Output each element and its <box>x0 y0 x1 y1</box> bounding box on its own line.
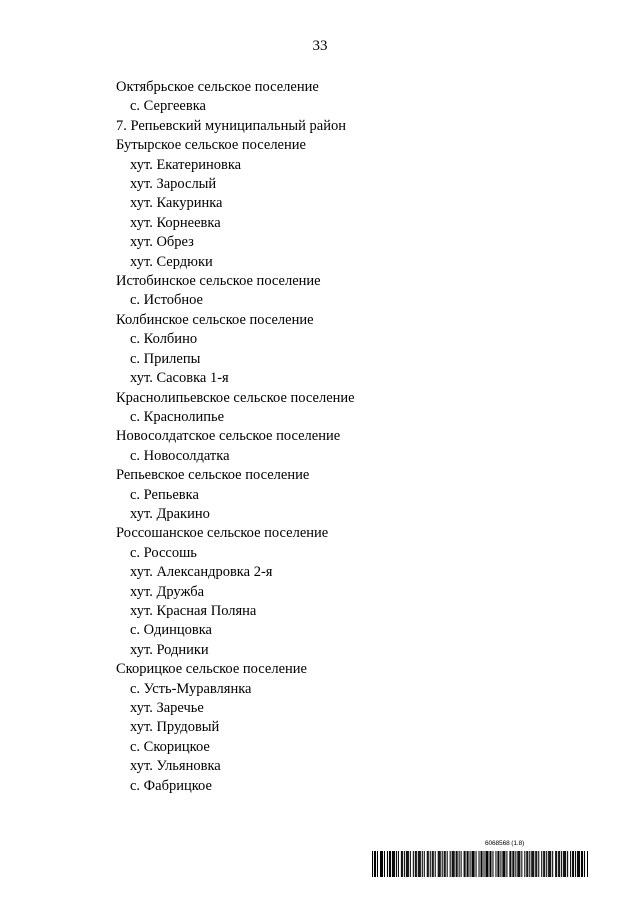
barcode-bar <box>504 851 505 877</box>
barcode-bar <box>456 851 457 877</box>
barcode-bar <box>438 851 439 877</box>
barcode-bar <box>410 851 411 877</box>
barcode-bar <box>476 851 477 877</box>
barcode-bar <box>420 851 421 877</box>
barcode-bar <box>495 851 496 877</box>
settlement-item: с. Репьевка <box>130 486 199 503</box>
barcode-bar <box>467 851 468 877</box>
barcode-bar <box>394 851 395 877</box>
barcode-bar <box>558 851 559 877</box>
settlement-item: хут. Прудовый <box>130 719 220 736</box>
barcode-bar <box>483 851 484 877</box>
barcode-bar <box>468 851 469 877</box>
section-heading: Краснолипьевское сельское поселение <box>116 389 355 406</box>
barcode-bar <box>396 851 397 877</box>
barcode-bar <box>422 851 423 877</box>
barcode-bar <box>387 851 388 877</box>
settlement-item: с. Прилепы <box>130 350 201 367</box>
settlement-item: хут. Зарослый <box>130 176 217 193</box>
barcode-bar <box>506 851 507 877</box>
settlement-item: с. Россошь <box>130 544 197 561</box>
barcode-bar <box>527 851 528 877</box>
section-heading: Новосолдатское сельское поселение <box>116 428 341 445</box>
barcode-bar <box>487 851 488 877</box>
barcode-bar <box>392 851 393 877</box>
barcode-bar <box>572 851 573 877</box>
barcode-bar <box>415 851 416 877</box>
barcode-bar <box>440 851 441 877</box>
barcode-bar <box>550 851 551 877</box>
barcode-bar <box>381 851 382 877</box>
barcode-bar <box>430 851 431 877</box>
barcode-bar <box>561 851 562 877</box>
barcode-bar <box>413 851 414 877</box>
settlement-item: с. Истобное <box>130 292 203 309</box>
barcode-bar <box>532 851 533 877</box>
section-heading: Октябрьское сельское поселение <box>116 79 319 95</box>
barcode-bar <box>564 851 565 877</box>
barcode-bar <box>418 851 419 877</box>
barcode-bar <box>579 851 580 877</box>
barcode-bar <box>374 851 375 877</box>
settlement-item: с. Колбино <box>130 331 198 348</box>
barcode-bar <box>587 851 588 877</box>
barcode-bar <box>380 851 381 877</box>
settlement-item: хут. Дракино <box>130 505 210 522</box>
barcode-bar <box>541 851 542 877</box>
settlement-item: хут. Сердюки <box>130 253 213 270</box>
barcode-bar <box>435 851 436 877</box>
barcode-bar <box>529 851 530 877</box>
barcode-bar <box>513 851 514 877</box>
barcode-bar <box>464 851 465 877</box>
barcode-bar <box>452 851 453 877</box>
barcode-bar <box>535 851 536 877</box>
barcode-bar <box>500 851 501 877</box>
barcode-bar <box>577 851 578 877</box>
barcode-bar <box>582 851 583 877</box>
barcode-bar <box>512 851 513 877</box>
barcode-bar <box>377 851 378 877</box>
section-heading: 7. Репьевский муниципальный район <box>116 117 346 134</box>
barcode-bar <box>578 851 579 877</box>
barcode-bar <box>472 851 473 877</box>
barcode-bar <box>419 851 420 877</box>
settlement-item: с. Новосолдатка <box>130 447 230 464</box>
barcode-bar <box>474 851 475 877</box>
barcode-bar <box>470 851 471 877</box>
barcode-bar <box>428 851 429 877</box>
settlement-item: с. Краснолипье <box>130 408 225 425</box>
barcode-bar <box>521 851 522 877</box>
barcode-bar <box>490 851 491 877</box>
barcode-bar <box>555 851 556 877</box>
barcode-bar <box>497 851 498 877</box>
barcode-bar <box>402 851 403 877</box>
barcode-bar <box>519 851 520 877</box>
barcode-bar <box>492 851 493 877</box>
barcode-bar <box>406 851 407 877</box>
barcode-bar <box>498 851 499 877</box>
settlement-item: с. Усть-Муравлянка <box>130 680 252 697</box>
barcode-bar <box>398 851 399 877</box>
barcode-bar <box>404 851 405 877</box>
barcode-bar <box>575 851 576 877</box>
barcode-bar <box>433 851 434 877</box>
barcode-bar <box>515 851 516 877</box>
barcode-bar <box>536 851 537 877</box>
settlement-item: с. Скорицкое <box>130 738 210 755</box>
barcode-bar <box>524 851 525 877</box>
barcode-bar <box>382 851 383 877</box>
section-heading: Бутырское сельское поселение <box>116 137 306 154</box>
settlement-item: с. Сергеевка <box>130 98 206 115</box>
barcode-bar <box>459 851 460 877</box>
barcode-bar <box>454 851 455 877</box>
barcode-bar <box>570 851 571 877</box>
barcode-bar <box>544 851 545 877</box>
section-heading: Скорицкое сельское поселение <box>116 661 307 678</box>
barcode-bar <box>442 851 443 877</box>
settlement-item: хут. Дружба <box>130 583 205 600</box>
barcode-bar <box>533 851 534 877</box>
barcode-bar <box>480 851 481 877</box>
barcode-bar <box>531 851 532 877</box>
settlement-item: хут. Какуринка <box>130 195 223 212</box>
barcode-bar <box>375 851 376 877</box>
barcode-bar <box>481 851 482 877</box>
barcode-bar <box>465 851 466 877</box>
barcode-bar <box>390 851 391 877</box>
barcode-bar <box>510 851 511 877</box>
settlement-item: хут. Красная Поляна <box>130 602 257 619</box>
barcode-bar <box>489 851 490 877</box>
settlement-item: с. Фабрицкое <box>130 777 212 794</box>
section-heading: Истобинское сельское поселение <box>116 273 321 290</box>
barcode-bar <box>486 851 487 877</box>
settlement-item: хут. Родники <box>130 641 209 658</box>
settlement-item: хут. Корнеевка <box>130 214 221 231</box>
barcode-bar <box>372 851 373 877</box>
barcode-bar <box>479 851 480 877</box>
barcode-bar <box>548 851 549 877</box>
barcode-bar <box>473 851 474 877</box>
barcode-bar <box>384 851 385 877</box>
barcode-bar <box>573 851 574 877</box>
barcode-bar <box>567 851 568 877</box>
barcode-bar <box>416 851 417 877</box>
section-heading: Репьевское сельское поселение <box>116 467 310 484</box>
barcode-bar <box>445 851 446 877</box>
barcode-bar <box>526 851 527 877</box>
settlement-item: хут. Екатериновка <box>130 156 242 173</box>
barcode-bar <box>549 851 550 877</box>
barcode-bar <box>584 851 585 877</box>
section-heading: Россошанское сельское поселение <box>116 525 329 542</box>
page-number: 33 <box>312 38 328 54</box>
settlement-item: с. Одинцовка <box>130 622 212 639</box>
barcode-bar <box>427 851 428 877</box>
barcode-bar <box>563 851 564 877</box>
barcode-bar <box>518 851 519 877</box>
barcode-bar <box>408 851 409 877</box>
settlement-list <box>116 78 355 796</box>
barcode-number: 6068568 (1.8) <box>485 840 525 847</box>
barcode-bar <box>552 851 553 877</box>
barcode-bar <box>503 851 504 877</box>
barcode-bar <box>453 851 454 877</box>
barcode-bar <box>401 851 402 877</box>
settlement-item: хут. Обрез <box>130 234 194 251</box>
barcode-bar <box>546 851 547 877</box>
barcode-bar <box>517 851 518 877</box>
barcode-bar <box>393 851 394 877</box>
barcode-bar <box>509 851 510 877</box>
barcode-bar <box>581 851 582 877</box>
barcode-bar <box>502 851 503 877</box>
barcode-bar <box>543 851 544 877</box>
barcode-bar <box>559 851 560 877</box>
barcode-bar <box>439 851 440 877</box>
barcode-bar <box>556 851 557 877</box>
barcode-bar <box>538 851 539 877</box>
barcode-bar <box>565 851 566 877</box>
barcode-bar <box>461 851 462 877</box>
section-heading: Колбинское сельское поселение <box>116 311 314 328</box>
barcode-bar <box>424 851 425 877</box>
barcode-bar <box>457 851 458 877</box>
settlement-item: хут. Александровка 2-я <box>130 564 273 581</box>
barcode-bar <box>485 851 486 877</box>
settlement-item: хут. Заречье <box>130 700 204 716</box>
barcode <box>372 851 588 877</box>
barcode-bar <box>389 851 390 877</box>
settlement-item: хут. Ульяновка <box>130 758 221 775</box>
barcode-bar <box>450 851 451 877</box>
barcode-bar <box>407 851 408 877</box>
barcode-bar <box>432 851 433 877</box>
barcode-bar <box>447 851 448 877</box>
settlement-item: хут. Сасовка 1-я <box>130 370 229 387</box>
barcode-bar <box>444 851 445 877</box>
